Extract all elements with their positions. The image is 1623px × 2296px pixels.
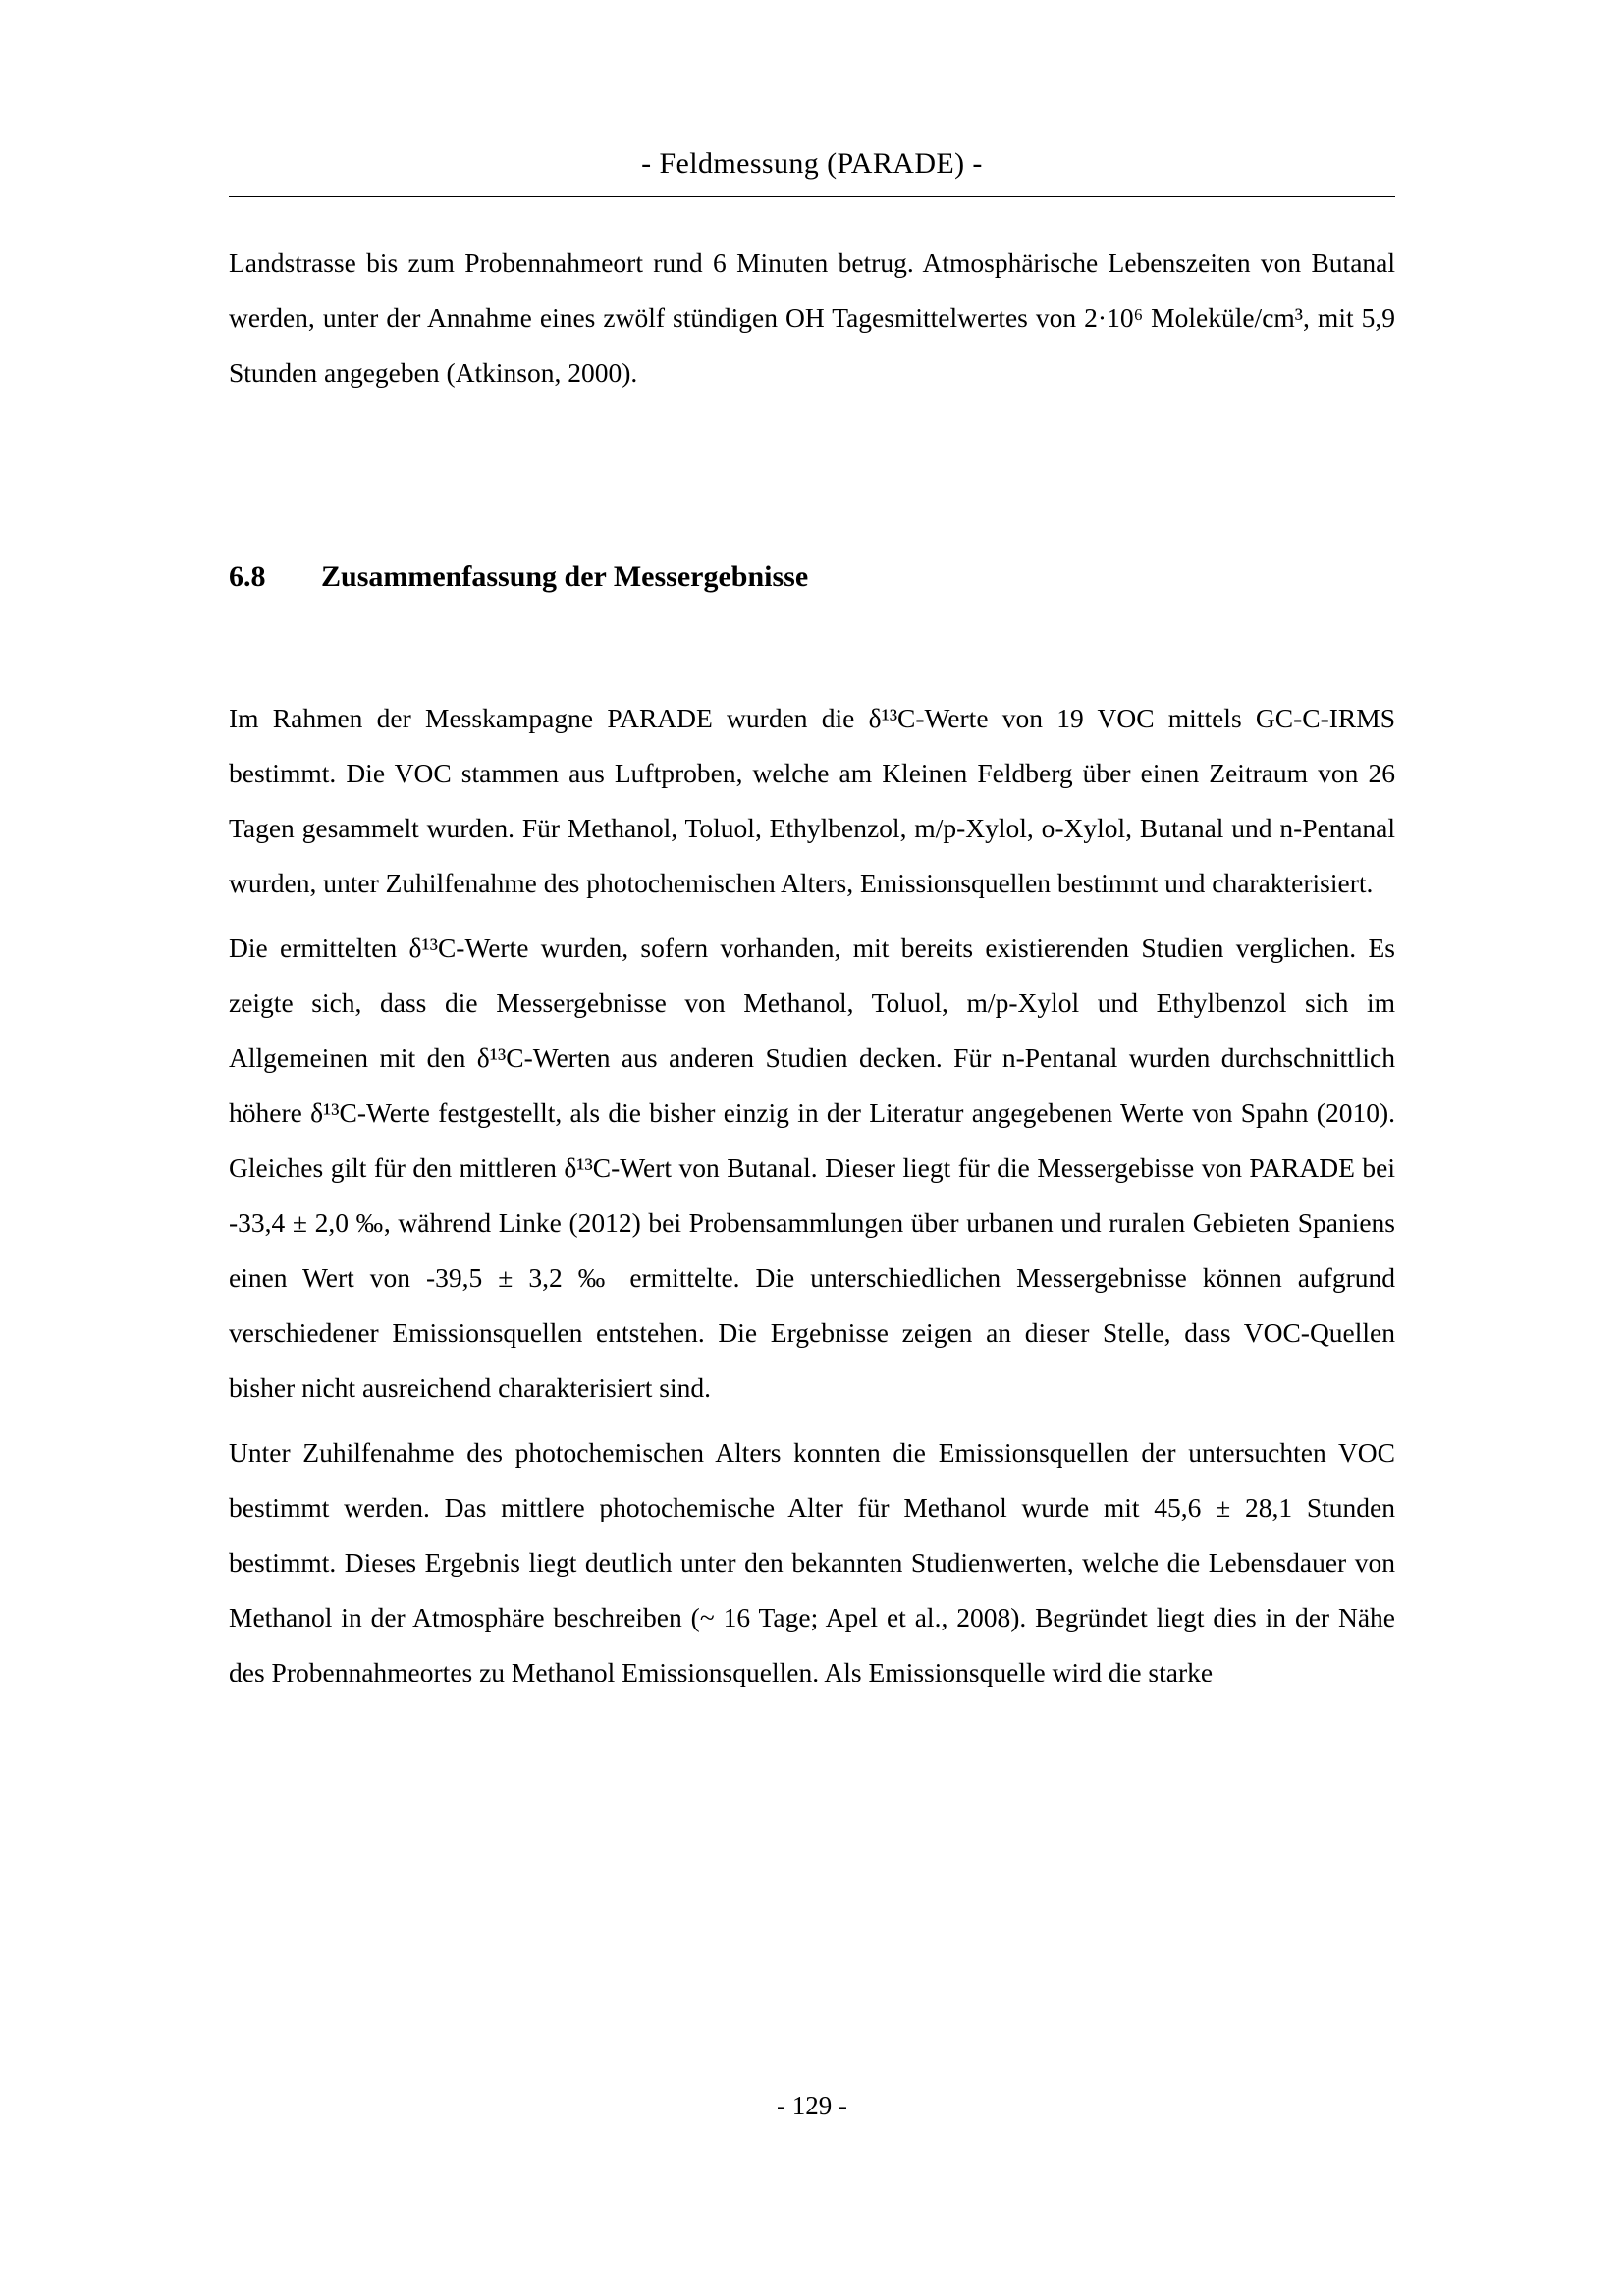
page-number: - 129 - [777,2091,847,2120]
section-title: Zusammenfassung der Messergebnisse [321,561,809,593]
header-divider [229,196,1395,197]
page-content [229,236,1395,1700]
paragraph-summary-1: Im Rahmen der Messkampagne PARADE wurden die δ¹³C-Werte von 19 VOC mittels GC-C-IRMS bestimmt. Die VOC stammen aus Luftproben, welche am Kleinen Feldberg über einen Zeitraum von 26 Tagen gesammelt wurden. Für Methanol, Toluol, Ethylbenzol, m/p-Xylol, o-Xylol, Butanal und n-Pentanal wurden, unter Zuhilfenahme des photochemischen Alters, Emissionsquellen bestimmt und charakterisiert. [229,703,1395,898]
paragraph-summary-3: Unter Zuhilfenahme des photochemischen Alters konnten die Emissionsquellen der untersuchten VOC bestimmt werden. Das mittlere photochemische Alter für Methanol wurde mit 45,6 ± 28,1 Stunden bestimmt. Dieses Ergebnis liegt deutlich unter den bekannten Studienwerten, welche die Lebensdauer von Methanol in der Atmosphäre beschreiben (~ 16 Tage; Apel et al., 2008). Begründet liegt dies in der Nähe des Probennahmeortes zu Methanol Emissionsquellen. Als Emissionsquelle wird die starke [229,1437,1395,1687]
paragraph-summary-2: Die ermittelten δ¹³C-Werte wurden, sofern vorhanden, mit bereits existierenden Studien verglichen. Es zeigte sich, dass die Messergebnisse von Methanol, Toluol, m/p-Xylol und Ethylbenzol sich im Allgemeinen mit den δ¹³C-Werten aus anderen Studien decken. Für n-Pentanal wurden durchschnittlich höhere δ¹³C-Werte festgestellt, als die bisher einzig in der Literatur angegebenen Werte von Spahn (2010). Gleiches gilt für den mittleren δ¹³C-Wert von Butanal. Dieser liegt für die Messergebisse von PARADE bei -33,4 ± 2,0 ‰, während Linke (2012) bei Probensammlungen über urbanen und ruralen Gebieten Spaniens einen Wert von -39,5 ± 3,2 ‰ ermittelte. Die unterschiedlichen Messergebnisse können aufgrund verschiedener Emissionsquellen entstehen. Die Ergebnisse zeigen an dieser Stelle, dass VOC-Quellen bisher nicht ausreichend charakterisiert sind. [229,933,1395,1403]
spacer-before-section [229,400,1395,558]
paragraph-intro: Landstrasse bis zum Probennahmeort rund 6 Minuten betrug. Atmosphärische Lebenszeiten von Butanal werden, unter der Annahme eines zwölf stündigen OH Tagesmittelwertes von 2·10⁶ Moleküle/cm³, mit 5,9 Stunden angegeben (Atkinson, 2000). [229,247,1395,388]
spacer-after-heading [229,597,1395,691]
section-heading [229,558,1395,597]
running-header: - Feldmessung (PARADE) - [641,147,983,180]
section-number: 6.8 [229,561,266,593]
